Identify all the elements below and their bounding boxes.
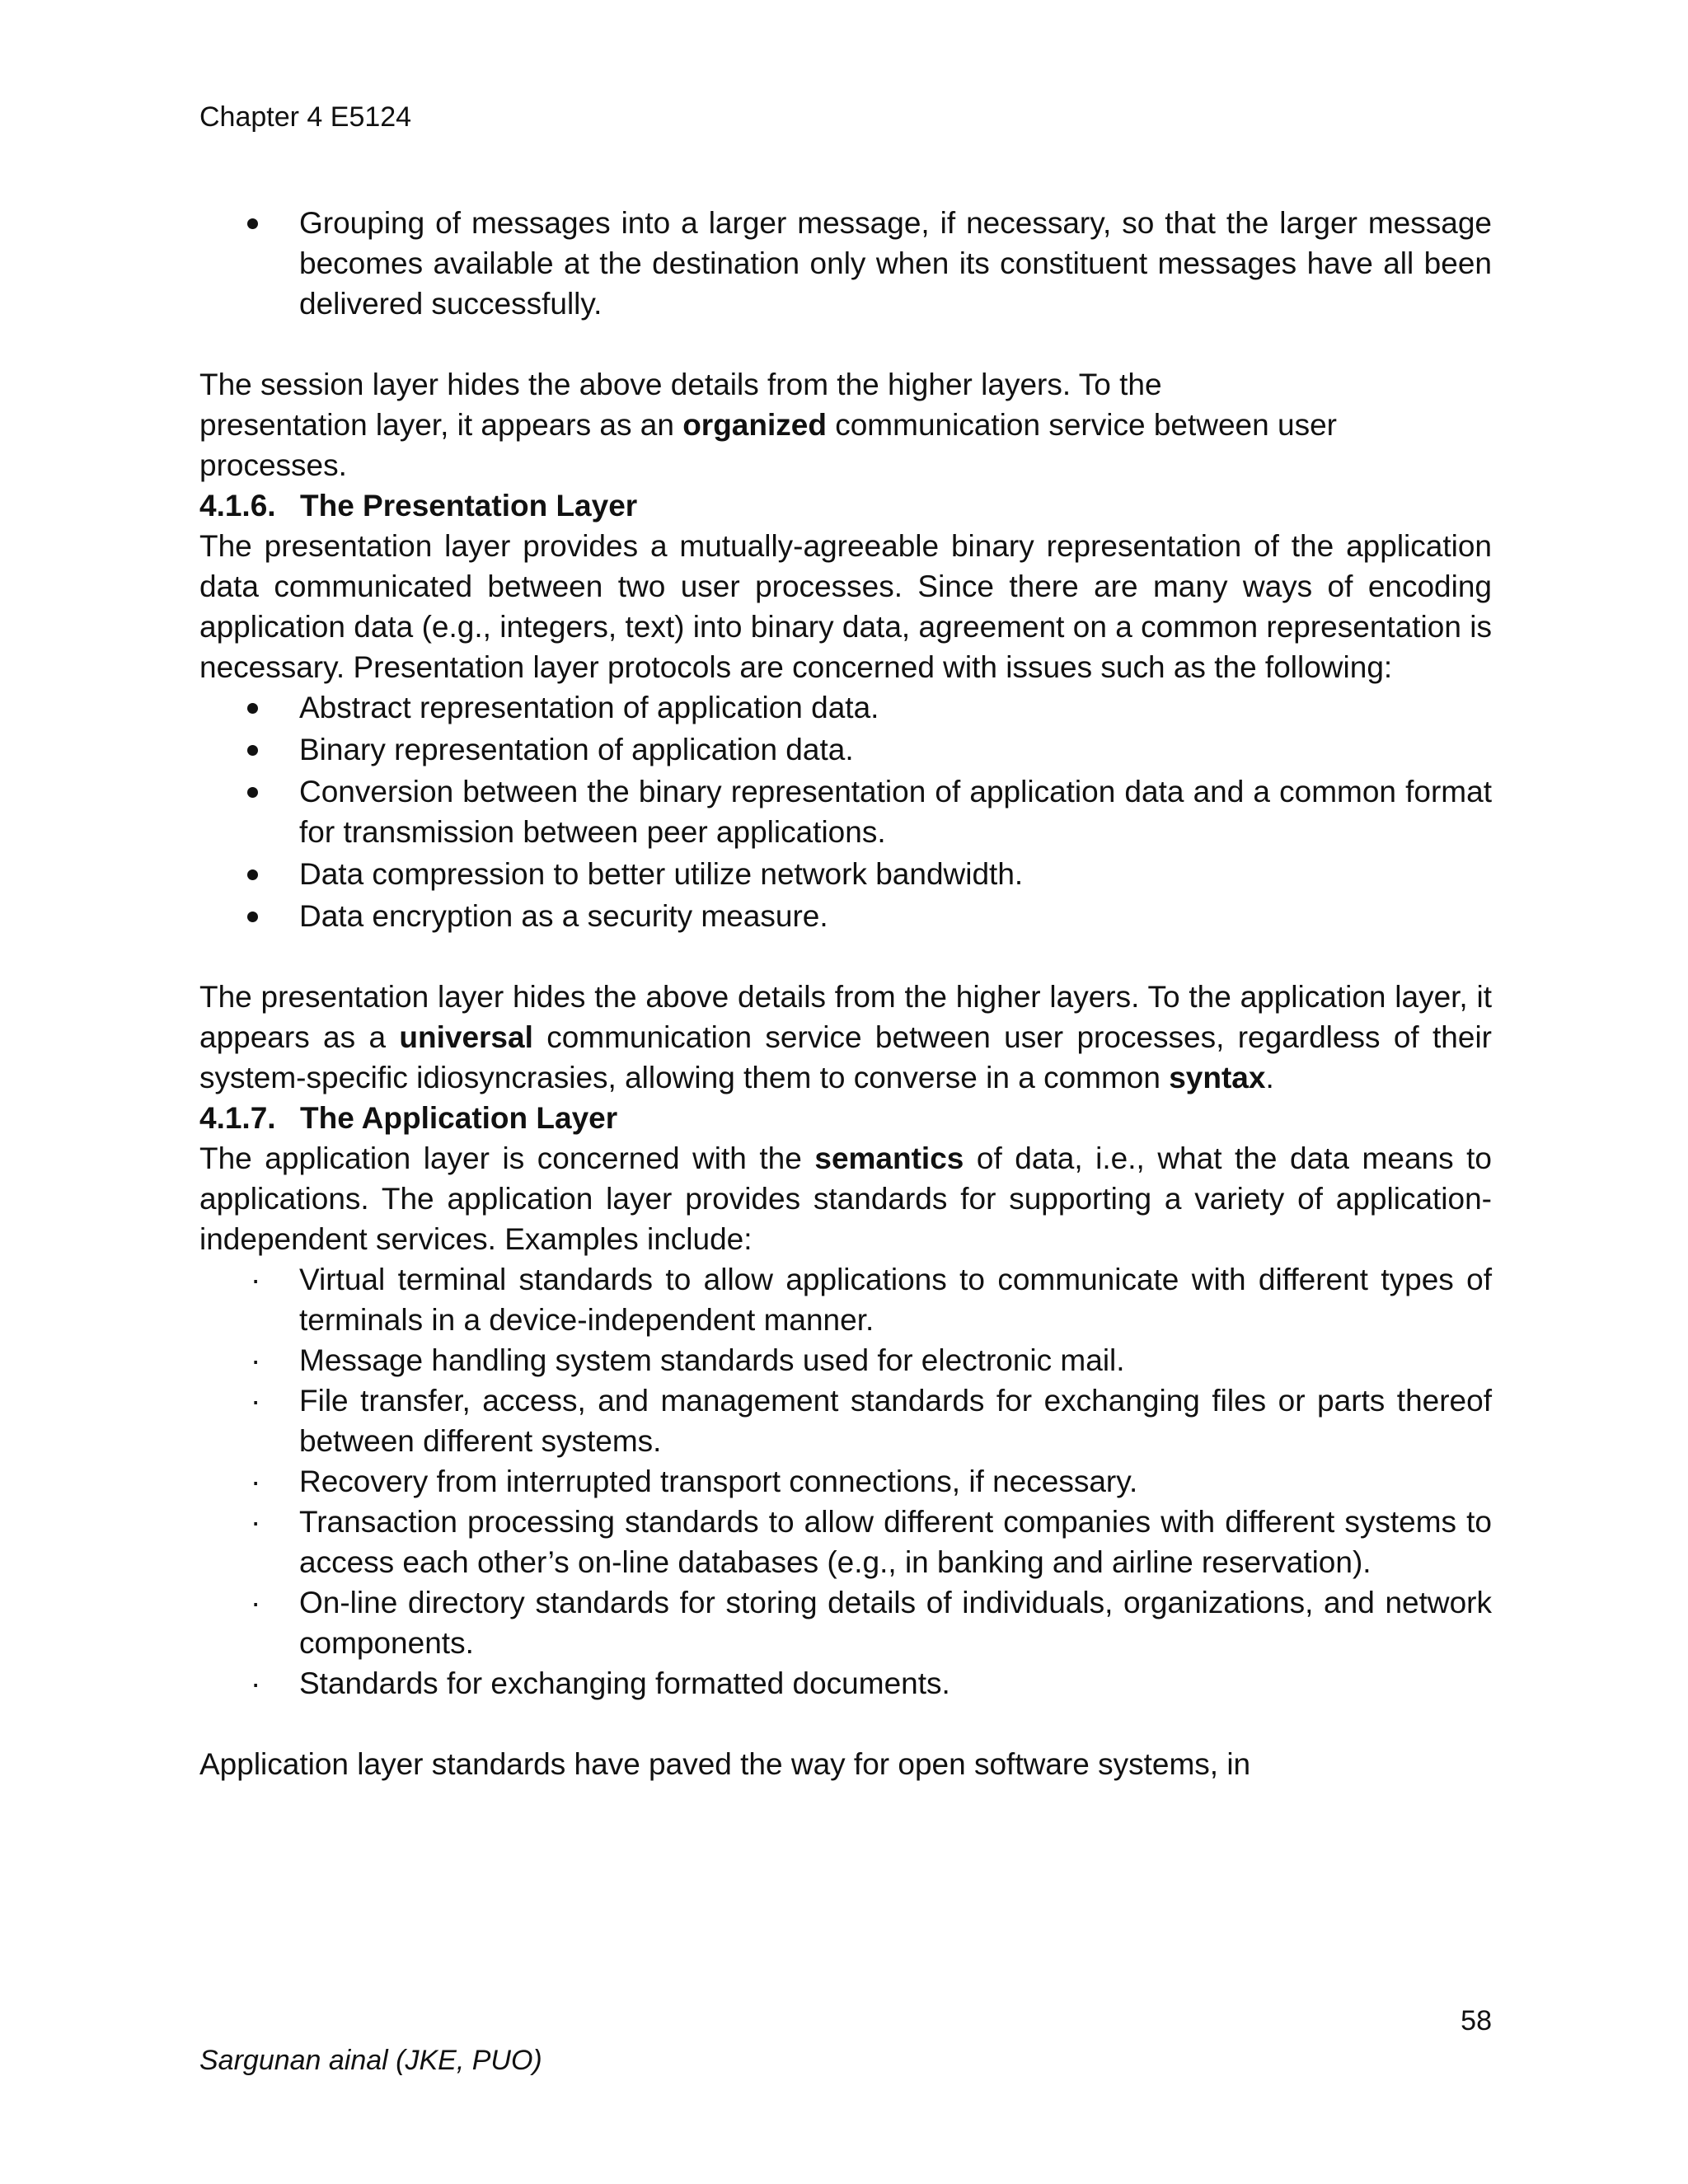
presentation-summary-bold-syntax: syntax [1169,1061,1266,1094]
list-item [199,1340,1492,1380]
dot-bullet-icon [251,1259,259,1300]
list-item [199,771,1492,852]
list-item-text: Data compression to better utilize network bandwidth. [299,857,1024,891]
list-item [199,854,1492,894]
list-item [199,203,1492,324]
list-item [199,1502,1492,1582]
list-item-text: Abstract representation of application data. [299,691,879,724]
list-item-text: Standards for exchanging formatted documents. [299,1666,950,1700]
page-number: 58 [1461,2005,1492,2036]
section-title: The Presentation Layer [300,489,638,523]
list-item-text: Message handling system standards used for electronic mail. [299,1343,1125,1377]
session-summary-text-end: communication service between user processes. [199,408,1337,482]
presentation-summary-text-end: . [1265,1061,1274,1094]
dot-bullet-icon [251,1582,259,1623]
application-body-paragraph [199,1138,1492,1259]
application-body-text: The application layer is concerned with the [199,1141,815,1175]
session-summary-text: The session layer hides the above details from the higher layers. To the presentation layer, it appears as an [199,368,1162,442]
list-item-text: On-line directory standards for storing details of individuals, organizations, and network components. [299,1586,1492,1660]
list-item-text: Transaction processing standards to allow different companies with different systems to access each other’s on-line databases (e.g., in banking and airline reservation). [299,1505,1492,1579]
presentation-body-paragraph: The presentation layer provides a mutually-agreeable binary representation of the application data communicated between two user processes. Since there are many ways of encoding application data (e.g., integers, text) into binary data, agreement on a common representation is necessary. Presentation layer protocols are concerned with issues such as the following: [199,529,1492,684]
dot-bullet-icon [251,1340,259,1380]
bullet-icon [247,745,258,756]
section-number: 4.1.6. [199,489,276,523]
section-title: The Application Layer [300,1101,618,1135]
list-item [199,1663,1492,1704]
presentation-summary-text: The presentation layer hides the above details from the higher layers. To the application layer, it appears as a [199,980,1492,1054]
list-item [199,1259,1492,1340]
bullet-icon [247,912,258,922]
dot-bullet-icon [251,1461,259,1502]
list-item-text: Grouping of messages into a larger message, if necessary, so that the larger message becomes available at the destination only when its constituent messages have all been delivered successfully. [299,206,1492,321]
list-item-text: Recovery from interrupted transport connections, if necessary. [299,1465,1138,1498]
list-item [199,1380,1492,1461]
page-content [199,203,1492,1784]
presentation-summary-paragraph [199,977,1492,1098]
bullet-icon [247,869,258,880]
session-summary-paragraph [199,364,1337,485]
bullet-icon [247,703,258,714]
dot-bullet-icon [251,1502,259,1542]
section-number: 4.1.7. [199,1101,276,1135]
presentation-summary-text-mid: communication service between user processes, regardless of their system-specific idiosyncrasies, allowing them to converse in a common [199,1020,1492,1094]
bullet-icon [247,218,258,229]
list-item-text: Virtual terminal standards to allow applications to communicate with different types of terminals in a device-independent manner. [299,1263,1492,1337]
presentation-section-heading [199,485,1492,526]
bullet-icon [247,787,258,798]
intro-bullet-list [199,203,1492,324]
dot-bullet-icon [251,1663,259,1704]
application-section-heading [199,1098,1492,1138]
list-item [199,687,1492,728]
presentation-bullet-list [199,687,1492,936]
dot-bullet-icon [251,1380,259,1421]
list-item-text: Binary representation of application data. [299,733,854,766]
list-item [199,729,1492,770]
presentation-summary-bold: universal [399,1020,533,1054]
application-body-bold: semantics [814,1141,964,1175]
list-item-text: File transfer, access, and management standards for exchanging files or parts thereof between different systems. [299,1384,1492,1458]
list-item [199,1582,1492,1663]
session-summary-bold: organized [682,408,827,442]
application-body-text-end: of data, i.e., what the data means to applications. The application layer provides standards for supporting a variety of application-independent services. Examples include: [199,1141,1492,1256]
page-footer: Sargunan ainal (JKE, PUO) [199,2045,542,2076]
list-item-text: Data encryption as a security measure. [299,899,828,933]
list-item [199,1461,1492,1502]
page-header: Chapter 4 E5124 [199,101,412,133]
application-bullet-list [199,1259,1492,1704]
list-item-text: Conversion between the binary representation of application data and a common format for transmission between peer applications. [299,775,1492,849]
list-item [199,896,1492,936]
application-closing-paragraph: Application layer standards have paved the way for open software systems, in [199,1747,1251,1781]
